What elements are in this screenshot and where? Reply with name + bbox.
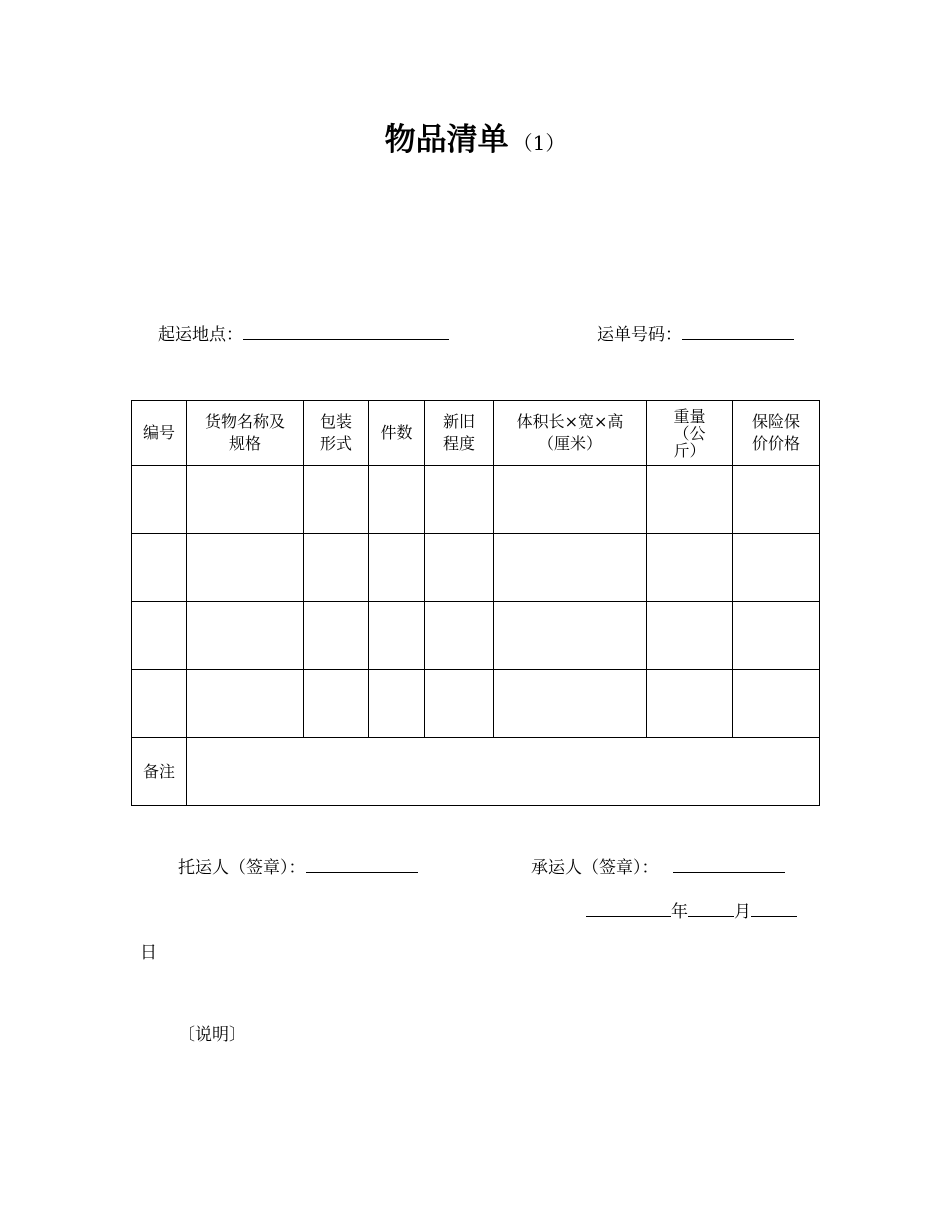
table-cell[interactable] xyxy=(733,534,820,602)
header-id: 编号 xyxy=(132,401,187,466)
table-cell[interactable] xyxy=(733,466,820,534)
day-blank[interactable] xyxy=(751,899,797,917)
header-condition: 新旧 程度 xyxy=(425,401,494,466)
table-row xyxy=(132,534,820,602)
waybill-label: 运单号码： xyxy=(597,325,682,345)
origin-blank[interactable] xyxy=(243,322,449,340)
goods-table xyxy=(131,400,820,806)
remark-row xyxy=(132,738,820,806)
header-volume: 体积长×宽×高 （厘米） xyxy=(494,401,647,466)
table-row xyxy=(132,602,820,670)
year-blank[interactable] xyxy=(586,899,671,917)
table-cell[interactable] xyxy=(494,534,647,602)
shipper-signature xyxy=(178,853,418,878)
title-sub: （1） xyxy=(512,131,566,155)
remark-label: 备注 xyxy=(132,738,187,806)
table-cell[interactable] xyxy=(132,534,187,602)
table-cell[interactable] xyxy=(647,534,733,602)
table-cell[interactable] xyxy=(425,602,494,670)
table-cell[interactable] xyxy=(369,534,425,602)
header-quantity: 件数 xyxy=(369,401,425,466)
table-cell[interactable] xyxy=(304,534,369,602)
title-main: 物品清单 xyxy=(384,122,509,158)
table-row xyxy=(132,670,820,738)
table-cell[interactable] xyxy=(369,670,425,738)
table-cell[interactable] xyxy=(304,466,369,534)
table-cell[interactable] xyxy=(733,670,820,738)
header-row xyxy=(132,401,820,466)
table-row xyxy=(132,466,820,534)
year-label: 年 xyxy=(671,902,688,922)
table-cell[interactable] xyxy=(369,466,425,534)
table-cell[interactable] xyxy=(647,670,733,738)
table-cell[interactable] xyxy=(494,602,647,670)
header-goods-name: 货物名称及 规格 xyxy=(187,401,304,466)
carrier-signature xyxy=(531,853,785,878)
header-insured-value: 保险保 价价格 xyxy=(733,401,820,466)
table-cell[interactable] xyxy=(647,466,733,534)
table-cell[interactable] xyxy=(425,534,494,602)
remark-field[interactable] xyxy=(187,738,820,806)
origin-field xyxy=(158,320,449,345)
table-cell[interactable] xyxy=(733,602,820,670)
table-cell[interactable] xyxy=(425,670,494,738)
table-cell[interactable] xyxy=(132,466,187,534)
carrier-blank[interactable] xyxy=(673,855,785,873)
table-cell[interactable] xyxy=(132,670,187,738)
table-cell[interactable] xyxy=(187,534,304,602)
table-cell[interactable] xyxy=(187,670,304,738)
shipper-label: 托运人（签章）： xyxy=(178,858,306,878)
table-cell[interactable] xyxy=(494,466,647,534)
document-title xyxy=(0,114,950,159)
day-label: 日 xyxy=(140,943,157,963)
table-cell[interactable] xyxy=(494,670,647,738)
table-cell[interactable] xyxy=(304,670,369,738)
table-cell[interactable] xyxy=(425,466,494,534)
table-cell[interactable] xyxy=(187,602,304,670)
date-field xyxy=(586,897,797,922)
month-blank[interactable] xyxy=(688,899,734,917)
table-cell[interactable] xyxy=(647,602,733,670)
header-weight: 重量 （公 斤） xyxy=(647,401,733,466)
note-label: 〔说明〕 xyxy=(178,1025,246,1045)
header-packaging: 包装 形式 xyxy=(304,401,369,466)
origin-label: 起运地点： xyxy=(158,325,243,345)
carrier-label: 承运人（签章）： xyxy=(531,858,659,878)
waybill-field xyxy=(597,320,794,345)
table-cell[interactable] xyxy=(369,602,425,670)
table-cell[interactable] xyxy=(304,602,369,670)
month-label: 月 xyxy=(734,902,751,922)
table-cell[interactable] xyxy=(132,602,187,670)
shipper-blank[interactable] xyxy=(306,855,418,873)
waybill-blank[interactable] xyxy=(682,322,794,340)
table-cell[interactable] xyxy=(187,466,304,534)
